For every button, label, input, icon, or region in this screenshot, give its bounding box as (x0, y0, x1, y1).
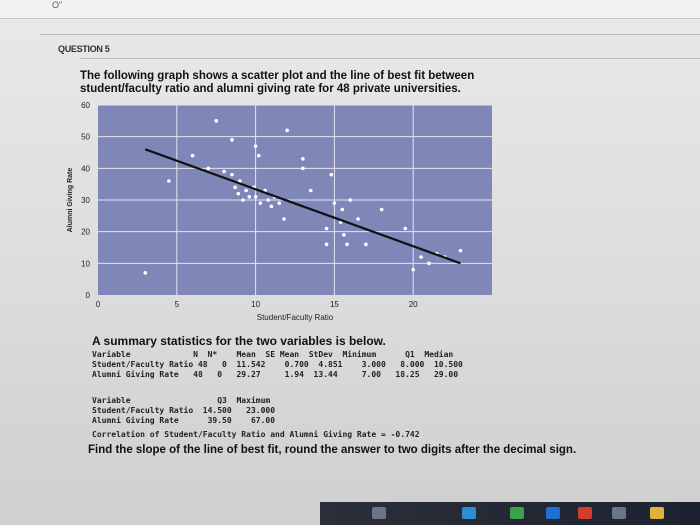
final-question: Find the slope of the line of best fit, round the answer to two digits after the decimal sign. (88, 444, 577, 456)
data-point (244, 189, 248, 193)
data-point (285, 129, 289, 133)
taskbar-app-icon[interactable] (650, 507, 664, 519)
data-point (270, 205, 274, 209)
data-point (419, 255, 423, 259)
data-point (230, 138, 234, 142)
y-tick-label: 10 (81, 259, 90, 269)
x-tick-label: 0 (95, 300, 101, 309)
data-point (254, 144, 258, 148)
data-point (191, 154, 195, 158)
x-tick-label: 15 (329, 300, 339, 309)
data-point (301, 167, 305, 171)
data-point (277, 201, 281, 205)
data-point (325, 227, 329, 231)
data-point (325, 243, 329, 247)
question-prompt: The following graph shows a scatter plot and the line of best fit between student/faculty ratio and alumni giving rate for 48 private universities. (80, 70, 475, 95)
stats-line-6: Alumni Giving Rate 39.50 67.00 (92, 416, 276, 425)
taskbar (320, 502, 700, 525)
question-label: QUESTION 5 (58, 44, 110, 54)
data-point (301, 157, 305, 161)
y-tick-label: 40 (81, 164, 90, 174)
data-point (380, 208, 384, 212)
x-tick-label: 20 (408, 300, 418, 309)
data-point (282, 217, 286, 221)
x-tick-label: 5 (174, 300, 180, 309)
data-point (222, 170, 226, 174)
data-point (207, 167, 211, 171)
data-point (329, 173, 333, 177)
data-point (364, 243, 368, 247)
stats-line-2: Alumni Giving Rate 48 0 29.27 1.94 13.44 7.00 18.25 29.00 (92, 370, 459, 379)
data-point (309, 189, 313, 193)
summary-heading: A summary statistics for the two variables is below. (92, 334, 386, 348)
data-point (233, 186, 237, 190)
data-point (247, 195, 251, 199)
data-point (257, 154, 261, 158)
data-point (345, 243, 349, 247)
data-point (143, 271, 147, 275)
taskbar-app-icon[interactable] (546, 507, 560, 519)
x-tick-label: 10 (251, 300, 261, 309)
data-point (427, 262, 431, 266)
chart-svg (62, 100, 502, 332)
y-tick-label: 60 (81, 101, 90, 110)
data-point (342, 233, 346, 237)
data-point (340, 208, 344, 212)
taskbar-app-icon[interactable] (612, 507, 626, 519)
taskbar-app-icon[interactable] (372, 507, 386, 519)
data-point (241, 198, 245, 202)
stats-line-5: Student/Faculty Ratio 14.500 23.000 (92, 406, 276, 415)
data-point (254, 195, 258, 199)
data-point (348, 198, 352, 202)
divider (80, 58, 700, 59)
scatter-chart (62, 100, 502, 337)
data-point (167, 179, 171, 183)
top-mark: O" (52, 0, 63, 10)
taskbar-app-icon[interactable] (510, 507, 524, 519)
taskbar-app-icon[interactable] (462, 507, 476, 519)
stats-line-1: Student/Faculty Ratio 48 0 11.542 0.700 4.851 3.000 8.000 10.500 (92, 360, 463, 369)
taskbar-app-icon[interactable] (578, 507, 592, 519)
correlation-line: Correlation of Student/Faculty Ratio and Alumni Giving Rate = -0.742 (92, 430, 420, 439)
data-point (404, 227, 408, 231)
data-point (230, 173, 234, 177)
data-point (411, 268, 415, 272)
y-tick-label: 30 (81, 196, 90, 205)
data-point (333, 201, 337, 205)
data-point (236, 192, 240, 196)
data-point (266, 198, 270, 202)
y-tick-label: 0 (85, 291, 90, 300)
y-tick-label: 50 (81, 132, 90, 142)
x-axis-label: Student/Faculty Ratio (256, 313, 334, 322)
data-point (259, 201, 263, 205)
data-point (214, 119, 218, 123)
stats-line-0: Variable N N* Mean SE Mean StDev Minimum Q1 Median (92, 350, 454, 359)
data-point (459, 249, 463, 253)
y-tick-label: 20 (81, 227, 90, 237)
stats-line-4: Variable Q3 Maximum (92, 396, 271, 405)
divider (40, 34, 700, 35)
y-axis-label: Alumni Giving Rate (67, 167, 74, 233)
browser-top-bar (0, 0, 700, 19)
data-point (356, 217, 360, 221)
